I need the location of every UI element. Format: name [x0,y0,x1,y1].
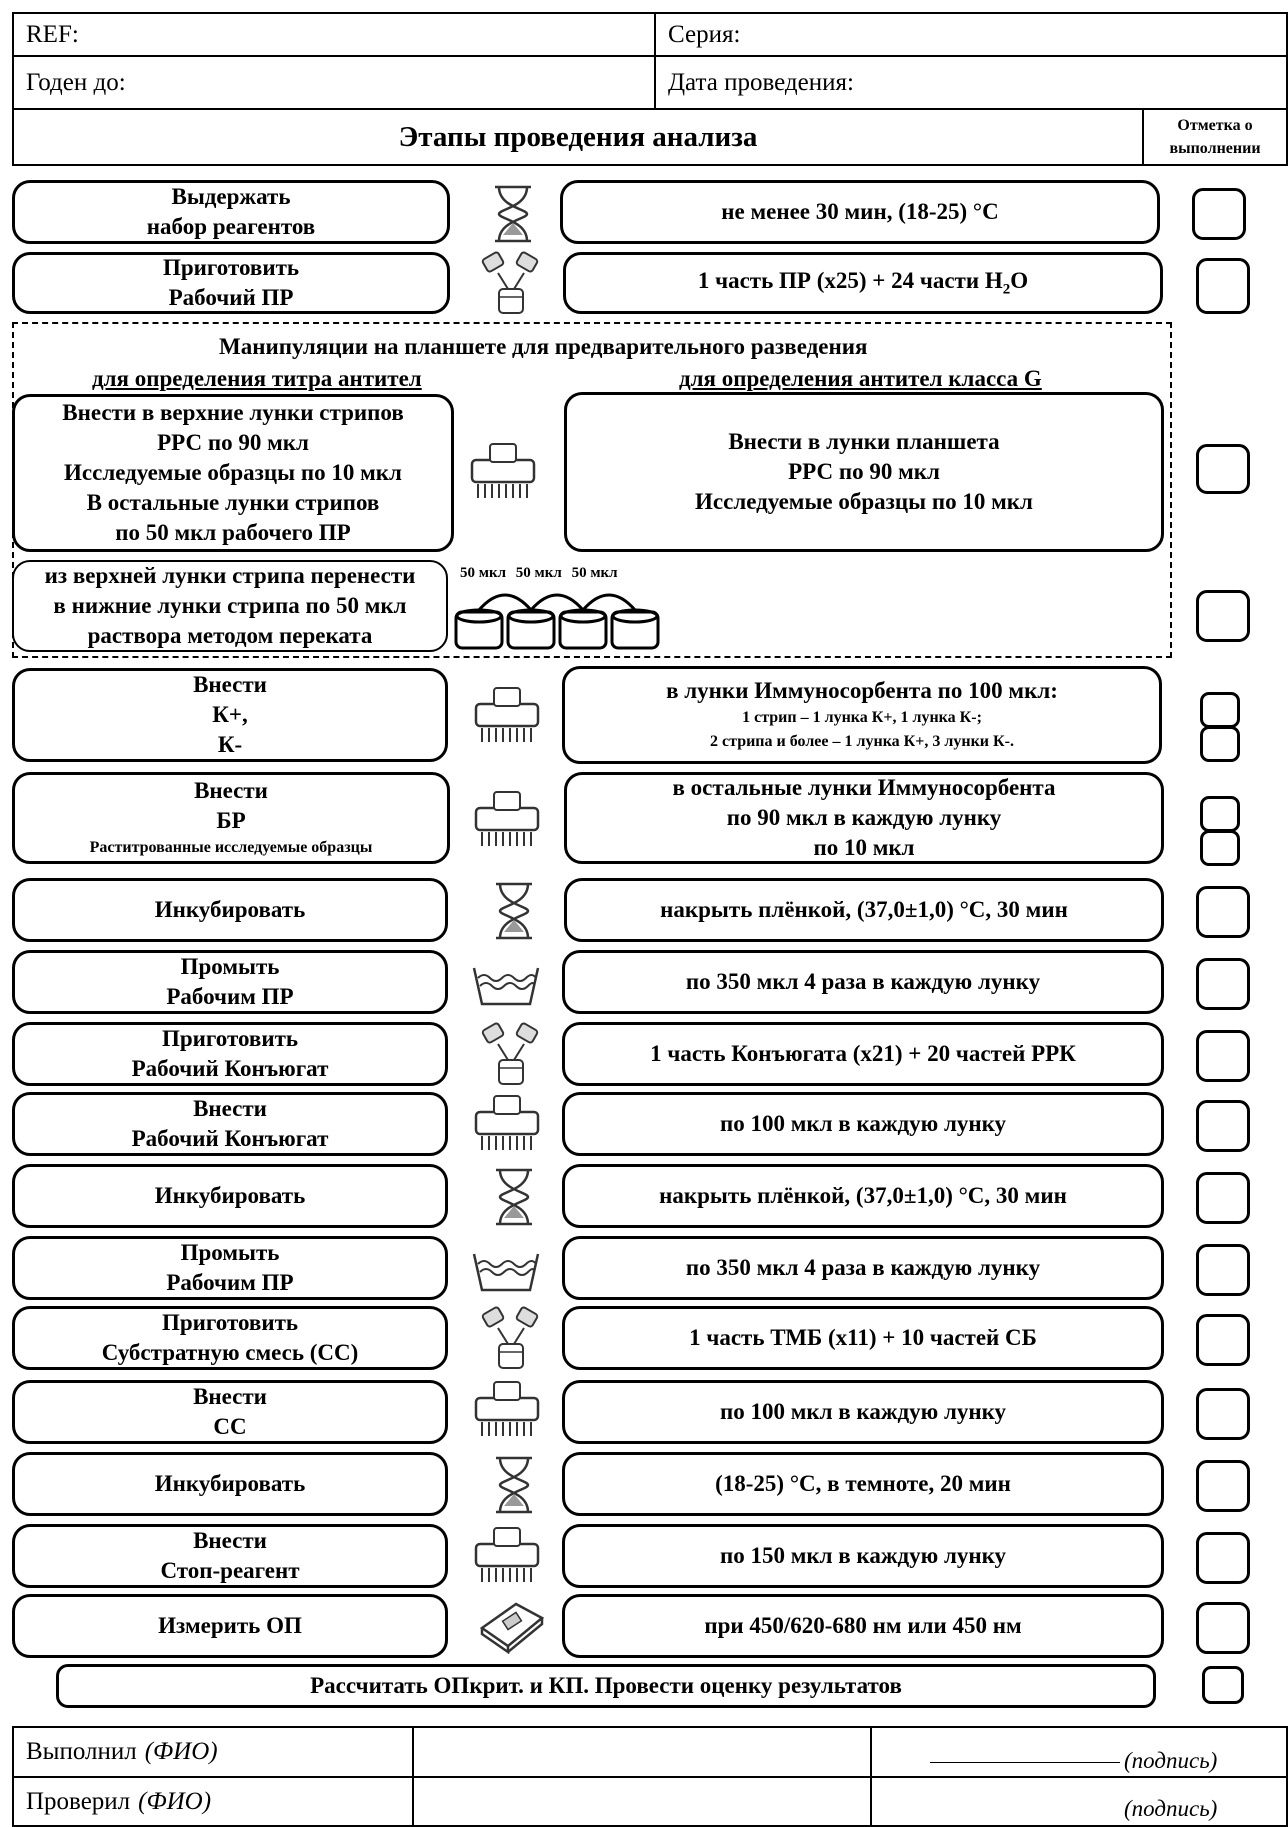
step6-action-line2: Рабочим ПР [166,984,294,1009]
step8-action-line1: Внести [193,1096,267,1122]
wash-basin-icon [470,1248,542,1294]
step3-detail-line3: 2 стрипа и более – 1 лунка К+, 3 лунки К-. [710,732,1014,750]
series-label: Серия: [668,20,741,48]
hourglass-icon [486,1454,542,1516]
hourglass-icon [486,880,542,942]
dilution-left-line3: Исследуемые образцы по 10 мкл [64,460,402,486]
transfer-box [12,560,448,652]
step14-action-line2: Стоп-реагент [160,1558,300,1583]
hourglass-icon [486,1166,542,1228]
step5-detail-text: накрыть плёнкой, (37,0±1,0) °С, 30 мин [660,897,1068,923]
step4-detail [564,772,1164,864]
step14-action-line1: Внести [193,1528,267,1554]
step7-action-line2: Рабочий Конъюгат [131,1056,329,1081]
step6-checkbox[interactable] [1196,958,1250,1010]
step6-detail-text: по 350 мкл 4 раза в каждую лунку [685,969,1041,995]
step12-action [12,1380,448,1444]
step13-action [12,1452,448,1516]
step3-action-line2: К+, [212,702,248,728]
step4-action-line1: Внести [194,778,268,804]
dilution-right-heading: для определения антител класса G [679,366,1042,391]
series-field [654,12,1288,57]
dilution-right-line2: РРС по 90 мкл [788,459,940,485]
checked-fio: (ФИО) [138,1787,212,1815]
performed-label-cell [12,1726,414,1778]
step14-checkbox[interactable] [1196,1532,1250,1584]
transfer-label2: 50 мкл [515,565,562,581]
step3-checkbox-b[interactable] [1200,726,1240,762]
multichannel-pipette-icon [468,440,538,502]
dilution-left-line5: по 50 мкл рабочего ПР [115,519,351,545]
dilution-checkbox[interactable] [1196,444,1250,494]
dilution-left-line1: Внести в верхние лунки стрипов [62,400,404,426]
transfer-label3: 50 мкл [571,565,618,581]
performed-signature-line [930,1762,1120,1763]
multichannel-pipette-icon [472,788,542,850]
step12-action-line1: Внести [193,1384,267,1410]
step12-checkbox[interactable] [1196,1388,1250,1440]
step8-checkbox[interactable] [1196,1100,1250,1152]
ref-field [12,12,656,57]
multichannel-pipette-icon [472,684,542,746]
dilution-right-line3: Исследуемые образцы по 10 мкл [695,488,1033,514]
step6-action [12,950,448,1014]
step6-action-line1: Промыть [180,954,280,980]
step12-detail [562,1380,1164,1444]
performed-label: Выполнил [26,1738,137,1765]
step15-detail-text: при 450/620-680 нм или 450 нм [704,1613,1022,1639]
performed-signature-field[interactable] [870,1726,1288,1778]
step2-detail-pre: 1 часть ПР (х25) + 24 части Н [697,267,1003,293]
step5-detail [564,878,1164,942]
step5-action-text: Инкубировать [154,897,306,923]
step14-detail [562,1524,1164,1588]
multichannel-pipette-icon [472,1378,542,1440]
date-field [654,55,1288,110]
step3-action [12,668,448,762]
transfer-label1: 50 мкл [460,565,507,581]
mark-col-line2: выполнении [1169,140,1261,157]
performed-name-field[interactable] [412,1726,872,1778]
mixing-vials-icon [478,245,544,317]
step14-action [12,1524,448,1588]
step1-action [12,180,450,244]
step6-detail [562,950,1164,1014]
performed-fio: (ФИО) [144,1738,218,1765]
transfer-checkbox[interactable] [1196,590,1250,642]
step5-checkbox[interactable] [1196,886,1250,938]
dilution-left-line2: РРС по 90 мкл [157,430,309,456]
step9-action-text: Инкубировать [154,1183,306,1209]
step11-detail [562,1306,1164,1370]
step4-detail-line3: по 10 мкл [813,834,915,860]
multichannel-pipette-icon [472,1524,542,1586]
performed-signature-hint: (подпись) [1124,1748,1218,1773]
transfer-line1: из верхней лунки стрипа перенести [44,563,416,589]
step13-detail-text: (18-25) °С, в темноте, 20 мин [715,1471,1011,1497]
step9-detail [562,1164,1164,1228]
step10-action-line2: Рабочим ПР [166,1270,294,1295]
step8-detail [562,1092,1164,1156]
transfer-line3: раствора методом переката [87,622,373,648]
checked-signature-hint: (подпись) [1124,1796,1218,1821]
step2-detail-post: О [1010,267,1029,293]
hourglass-icon [485,183,541,245]
step1-action-line1: Выдержать [171,184,291,210]
step13-action-text: Инкубировать [154,1471,306,1497]
step1-detail [560,180,1160,244]
step4-checkbox-a[interactable] [1200,796,1240,832]
step3-action-line3: К- [217,731,243,757]
step16-checkbox[interactable] [1202,1666,1244,1704]
step13-detail [562,1452,1164,1516]
step4-action-line2: БР [216,808,246,833]
step4-action [12,772,450,864]
step14-detail-text: по 150 мкл в каждую лунку [719,1543,1007,1569]
step15-checkbox[interactable] [1196,1602,1250,1654]
step15-action-text: Измерить ОП [158,1613,302,1639]
dilution-left-line4: В остальные лунки стрипов [86,489,380,515]
step9-detail-text: накрыть плёнкой, (37,0±1,0) °С, 30 мин [659,1183,1067,1209]
step12-detail-text: по 100 мкл в каждую лунку [719,1399,1007,1425]
step16-action-text: Рассчитать ОПкрит. и КП. Провести оценку результатов [310,1673,902,1699]
step15-detail [562,1594,1164,1658]
photometer-icon [476,1598,546,1654]
step3-detail [562,666,1162,764]
step4-action-line3: Раститрованные исследуемые образцы [89,838,373,856]
page-title [12,108,1144,166]
wash-basin-icon [470,962,542,1008]
date-label: Дата проведения: [668,68,854,96]
step3-detail-line1: в лунки Иммуносорбента по 100 мкл: [666,678,1058,704]
step3-checkbox-a[interactable] [1200,692,1240,728]
dilution-right-line1: Внести в лунки планшета [728,429,1000,455]
step11-action-line2: Субстратную смесь (СС) [101,1340,359,1365]
checked-label-cell [12,1776,414,1827]
mark-col-line1: Отметка о [1177,116,1253,134]
mixing-vials-icon [478,1016,544,1088]
step12-action-line2: СС [213,1414,247,1439]
step5-action [12,878,448,942]
step7-detail [562,1022,1164,1086]
multichannel-pipette-icon [472,1092,542,1154]
step1-action-line2: набор реагентов [146,214,316,239]
step10-checkbox[interactable] [1196,1244,1250,1296]
step2-detail-text [698,266,1028,300]
step7-checkbox[interactable] [1196,1030,1250,1082]
step16-action [56,1664,1156,1708]
step4-detail-line1: в остальные лунки Иммуносорбента [672,775,1056,801]
dilution-right-box [564,392,1164,552]
step13-checkbox[interactable] [1196,1460,1250,1512]
well-transfer-icon [452,582,672,654]
step8-action [12,1092,448,1156]
dilution-left-heading: для определения титра антител [92,366,422,391]
step10-detail-text: по 350 мкл 4 раза в каждую лунку [685,1255,1041,1281]
step11-action [12,1306,448,1370]
step2-action [12,252,450,314]
step7-action-line1: Приготовить [161,1026,299,1052]
step11-detail-text: 1 часть ТМБ (х11) + 10 частей СБ [689,1325,1037,1351]
step2-checkbox[interactable] [1196,258,1250,314]
checked-name-field[interactable] [412,1776,872,1827]
step11-checkbox[interactable] [1196,1314,1250,1366]
step2-detail-sub: 2 [1002,281,1011,298]
step3-detail-line2: 1 стрип – 1 лунка К+, 1 лунка К-; [742,708,982,726]
step4-checkbox-b[interactable] [1200,830,1240,866]
step10-action [12,1236,448,1300]
step1-detail-text: не менее 30 мин, (18-25) °С [721,199,999,225]
step11-action-line1: Приготовить [161,1310,299,1336]
step8-action-line2: Рабочий Конъюгат [131,1126,329,1151]
transfer-line2: в нижние лунки стрипа по 50 мкл [53,593,407,619]
step4-detail-line2: по 90 мкл в каждую лунку [726,805,1002,831]
step2-detail [563,252,1163,314]
step9-action [12,1164,448,1228]
step10-detail [562,1236,1164,1300]
expiry-label: Годен до: [26,68,126,96]
step7-detail-text: 1 часть Конъюгата (х21) + 20 частей РРК [650,1041,1076,1067]
step9-checkbox[interactable] [1196,1172,1250,1224]
step2-action-line2: Рабочий ПР [168,285,294,310]
step10-action-line1: Промыть [180,1240,280,1266]
expiry-field [12,55,656,110]
step8-detail-text: по 100 мкл в каждую лунку [719,1111,1007,1137]
checked-signature-field[interactable] [870,1776,1288,1827]
mark-column-header [1142,108,1288,166]
dilution-left-box [12,394,454,552]
checked-label: Проверил [26,1787,131,1815]
page-title-text: Этапы проведения анализа [398,120,758,153]
step2-action-line1: Приготовить [162,255,300,281]
ref-label: REF: [26,20,79,48]
step3-action-line1: Внести [193,672,267,698]
step7-action [12,1022,448,1086]
step15-action [12,1594,448,1658]
mixing-vials-icon [478,1300,544,1372]
step1-checkbox[interactable] [1192,188,1246,240]
dilution-title: Манипуляции на планшете для предварительного разведения [219,334,868,359]
